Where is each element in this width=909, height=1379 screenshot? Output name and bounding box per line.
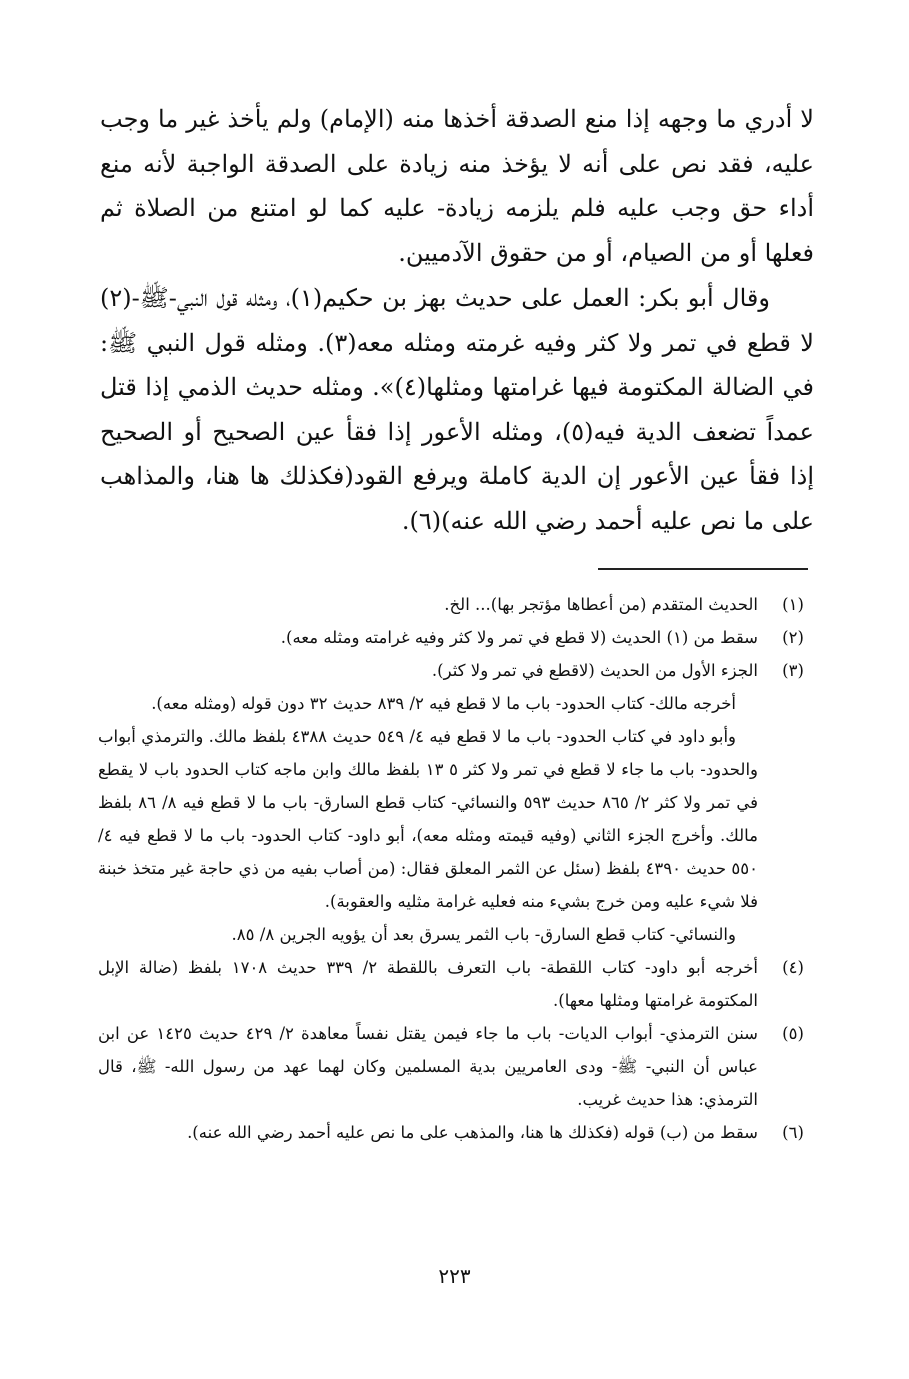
footnote-6 — [98, 1116, 816, 1149]
footnote-2 — [98, 621, 816, 654]
footnote-number: (٤) — [782, 958, 804, 977]
body-paragraph-2 — [100, 276, 814, 543]
footnote-text: وأبو داود في كتاب الحدود- باب ما لا قطع فيه ٤/ ٥٤٩ حديث ٤٣٨٨ بلفظ مالك. والترمذي أبواب والحدود- باب ما جاء لا قطع في تمر ولا كثر ٥ ١٣ بلفظ مالك وابن ماجه كتاب الحدود باب لا يقطع في تمر ولا كثر ٢/ ٨٦٥ حديث ٥٩٣ والنسائي- كتاب قطع السارق- باب ما لا قطع فيه ٨/ ٨٦ بلفظ مالك. وأخرج الجزء الثاني (وفيه قيمته ومثله معه)، أبو داود- كتاب الحدود- باب ما لا قطع فيه ٤/ ٥٥٠ حديث ٤٣٩٠ بلفظ (سئل عن الثمر المعلق فقال: (من أصاب بفيه من ذي حاجة غير متخذ خبنة فلا شيء عليه ومن خرج بشيء منه فعليه غرامة مثليه والعقوبة). — [98, 727, 759, 911]
footnote-5 — [98, 1017, 816, 1116]
footnote-number: (٢) — [782, 628, 804, 647]
paragraph-text: لا أدري ما وجهه إذا منع الصدقة أخذها منه (الإمام) ولم يأخذ غير ما وجب عليه، فقد نص على أنه لا يؤخذ منه زيادة على الصدقة الواجبة لأنه منع أداء حق وجب عليه فلم يلزمه زيادة- عليه كما لو امتنع من الصلاة ثم فعلها أو من الصيام، أو من حقوق الآدميين. — [100, 105, 814, 267]
footnote-number: (١) — [782, 595, 804, 614]
page-number: ٢٢٣ — [438, 1264, 471, 1288]
footnote-text: سقط من (ب) قوله (فكذلك ها هنا، والمذهب على ما نص عليه أحمد رضي الله عنه). — [187, 1123, 758, 1142]
footnote-text: الحديث المتقدم (من أعطاها مؤتجر بها)... الخ. — [444, 595, 758, 614]
footnote-text: والنسائي- كتاب قطع السارق- باب الثمر يسرق بعد أن يؤويه الجرين ٨/ ٨٥. — [231, 925, 736, 944]
footnote-text: سنن الترمذي- أبواب الديات- باب ما جاء فيمن يقتل نفساً معاهدة ٢/ ٤٢٩ حديث ١٤٢٥ عن ابن عباس أن النبي- ﷺ- ودى العامريين بدية المسلمين وكان لهما عهد من رسول الله- ﷺ، قال الترمذي: هذا حديث غريب. — [98, 1024, 758, 1109]
footnote-text: سقط من (١) الحديث (لا قطع في تمر ولا كثر وفيه غرامته ومثله معه). — [280, 628, 758, 647]
footnote-text: أخرجه مالك- كتاب الحدود- باب ما لا قطع فيه ٢/ ٨٣٩ حديث ٣٢ دون قوله (ومثله معه). — [151, 694, 736, 713]
footnote-3 — [98, 654, 816, 951]
footnote-text: الجزء الأول من الحديث (لاقطع في تمر ولا كثر). — [431, 661, 758, 680]
footnote-separator — [598, 568, 808, 570]
footnote-text: أخرجه أبو داود- كتاب اللقطة- باب التعرف باللقطة ٢/ ٣٣٩ حديث ١٧٠٨ بلفظ (ضالة الإبل المكتومة غرامتها ومثلها معها). — [98, 958, 758, 1010]
body-paragraph-1 — [100, 97, 814, 275]
footnote-1 — [98, 588, 816, 621]
footnote-number: (٣) — [782, 661, 804, 680]
footnotes — [98, 588, 816, 1149]
footnote-4 — [98, 951, 816, 1017]
footnote-number: (٥) — [782, 1024, 804, 1043]
paragraph-text: وقال أبو بكر: العمل على حديث بهز بن حكيم(١)، ومثله قول النبي-ﷺ-(٢) لا قطع في تمر ولا كثر وفيه غرمته ومثله معه(٣). ومثله قول النبي ﷺ: في الضالة المكتومة فيها غرامتها ومثلها(٤)». ومثله حديث الذمي إذا قتل عمداً تضعف الدية فيه(٥)، ومثله الأعور إذا فقأ عين الصحيح أو الصحيح إذا فقأ عين الأعور إن الدية كاملة ويرفع القود(فكذلك ها هنا، والمذاهب على ما نص عليه أحمد رضي الله عنه)(٦). — [100, 284, 814, 535]
footnote-number: (٦) — [782, 1123, 804, 1142]
